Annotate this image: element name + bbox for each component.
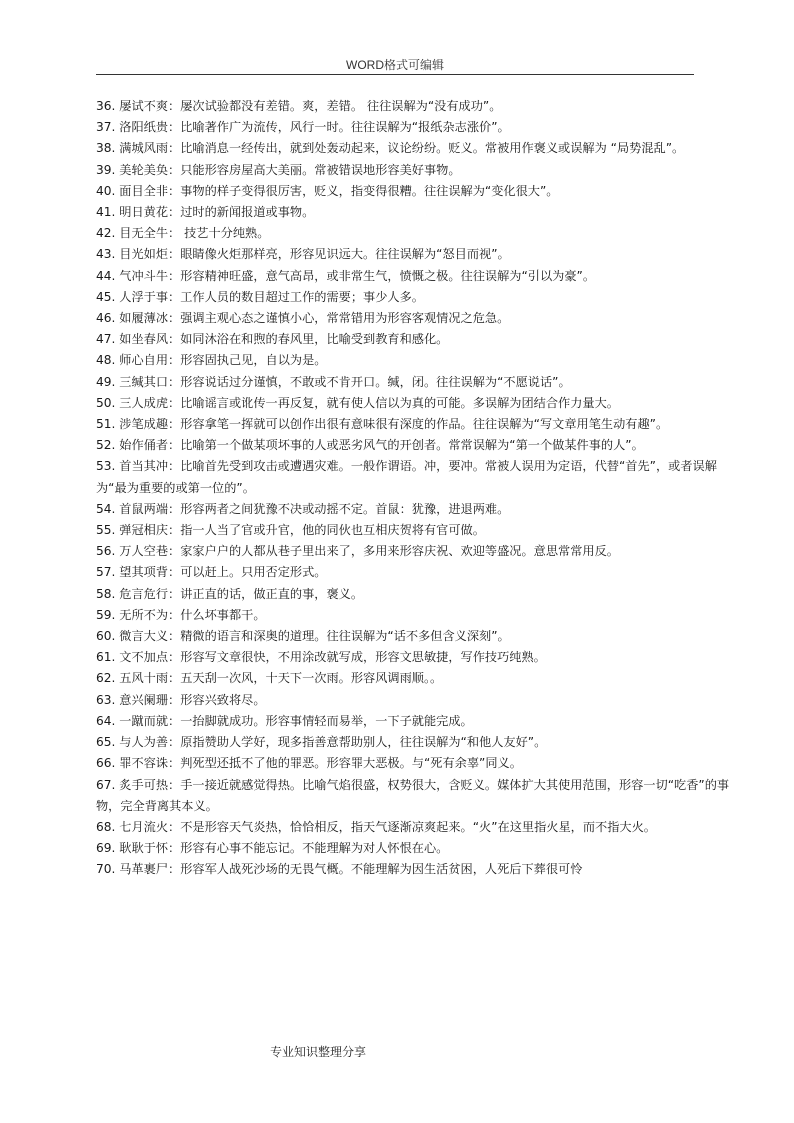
idiom-entry: 42. 目无全牛： 技艺十分纯熟。 [96, 226, 270, 241]
idiom-entry: 52. 始作俑者：比喻第一个做某项坏事的人或恶劣风气的开创者。常常误解为“第一个做某件事的人”。 [96, 438, 644, 453]
idiom-entry: 70. 马革裹尸：形容军人战死沙场的无畏气概。不能理解为因生活贫困，人死后下葬很可怜 [96, 862, 583, 877]
idiom-entry: 41. 明日黄花：过时的新闻报道或事物。 [96, 205, 315, 220]
idiom-entry: 44. 气冲斗牛：形容精神旺盛，意气高昂，或非常生气，愤慨之极。往往误解为“引以为豪”。 [96, 268, 596, 283]
idiom-entry-list [96, 96, 736, 881]
idiom-entry: 51. 涉笔成趣：形容拿笔一挥就可以创作出很有意味很有深度的作品。往往误解为“写文章用笔生动有趣”。 [96, 417, 669, 432]
idiom-entry: 66. 罪不容诛：判死型还抵不了他的罪恶。形容罪大恶极。与“死有余辜”同义。 [96, 756, 522, 771]
idiom-entry: 36. 屡试不爽：屡次试验都没有差错。爽，差错。 往往误解为“没有成功”。 [96, 99, 502, 113]
idiom-entry: 54. 首鼠两端：形容两者之间犹豫不决或动摇不定。首鼠：犹豫，进退两难。 [96, 501, 510, 516]
idiom-entry: 39. 美轮美奂：只能形容房屋高大美丽。常被错误地形容美好事物。 [96, 162, 461, 177]
page-footer: 专业知识整理分享 [270, 1045, 367, 1059]
idiom-entry: 57. 望其项背：可以赶上。只用否定形式。 [96, 565, 327, 580]
idiom-entry: 58. 危言危行：讲正直的话，做正直的事，褒义。 [96, 586, 364, 601]
idiom-entry: 55. 弹冠相庆：指一人当了官或升官，他的同伙也互相庆贺将有官可做。 [96, 523, 485, 538]
idiom-entry: 53. 首当其冲：比喻首先受到攻击或遭遇灾难。一般作谓语。冲，要冲。常被人误用为定语，代替“首先”，或者误解为“最为重要的或第一位的”。 [96, 459, 717, 495]
idiom-entry: 59. 无所不为：什么坏事都干。 [96, 607, 266, 622]
idiom-entry: 45. 人浮于事：工作人员的数目超过工作的需要；事少人多。 [96, 289, 424, 304]
idiom-entry: 48. 师心自用：形容固执己见，自以为是。 [96, 353, 327, 368]
idiom-entry: 62. 五风十雨：五天刮一次风，十天下一次雨。形容风调雨顺。。 [96, 671, 443, 686]
idiom-entry: 50. 三人成虎：比喻谣言或讹传一再反复，就有使人信以为真的可能。多误解为团结合作力量大。 [96, 395, 619, 410]
idiom-entry: 49. 三缄其口：形容说话过分谨慎，不敢或不肯开口。缄，闭。往往误解为“不愿说话”。 [96, 374, 571, 389]
idiom-entry: 60. 微言大义：精微的语言和深奥的道理。往往误解为“话不多但含义深刻”。 [96, 629, 510, 644]
idiom-entry: 40. 面目全非：事物的样子变得很厉害，贬义，指变得很糟。往往误解为“变化很大”。 [96, 183, 559, 198]
idiom-entry: 64. 一蹴而就：一抬脚就成功。形容事情轻而易举，一下子就能完成。 [96, 713, 473, 728]
idiom-entry: 46. 如履薄冰：强调主观心态之谨慎小心，常常错用为形容客观情况之危急。 [96, 311, 510, 326]
header-divider [96, 74, 694, 75]
idiom-entry: 63. 意兴阑珊：形容兴致将尽。 [96, 692, 266, 707]
idiom-entry: 38. 满城风雨：比喻消息一经传出，就到处轰动起来，议论纷纷。贬义。常被用作褒义或误解为 “局势混乱”。 [96, 141, 685, 156]
page-header: WORD格式可编辑 [346, 58, 444, 72]
idiom-entry: 43. 目光如炬：眼睛像火炬那样亮，形容见识远大。往往误解为“怒目而视”。 [96, 247, 510, 262]
idiom-entry: 37. 洛阳纸贵：比喻著作广为流传，风行一时。往往误解为“报纸杂志涨价”。 [96, 120, 510, 135]
idiom-entry: 68. 七月流火：不是形容天气炎热，恰恰相反，指天气逐渐凉爽起来。“火”在这里指火星，而不指大火。 [96, 819, 656, 834]
idiom-entry: 67. 炙手可热：手一接近就感觉得热。比喻气焰很盛，权势很大，含贬义。媒体扩大其使用范围，形容一切“吃香”的事物，完全背离其本义。 [96, 777, 730, 813]
idiom-entry: 69. 耿耿于怀：形容有心事不能忘记。不能理解为对人怀恨在心。 [96, 841, 449, 856]
idiom-entry: 65. 与人为善：原指赞助人学好，现多指善意帮助别人，往往误解为“和他人友好”。 [96, 735, 547, 750]
idiom-entry: 61. 文不加点：形容写文章很快，不用涂改就写成，形容文思敏捷，写作技巧纯熟。 [96, 650, 546, 665]
idiom-entry: 47. 如坐春风：如同沐浴在和煦的春风里，比喻受到教育和感化。 [96, 332, 449, 347]
idiom-entry: 56. 万人空巷：家家户户的人都从巷子里出来了，多用来形容庆祝、欢迎等盛况。意思常常用反。 [96, 544, 619, 559]
